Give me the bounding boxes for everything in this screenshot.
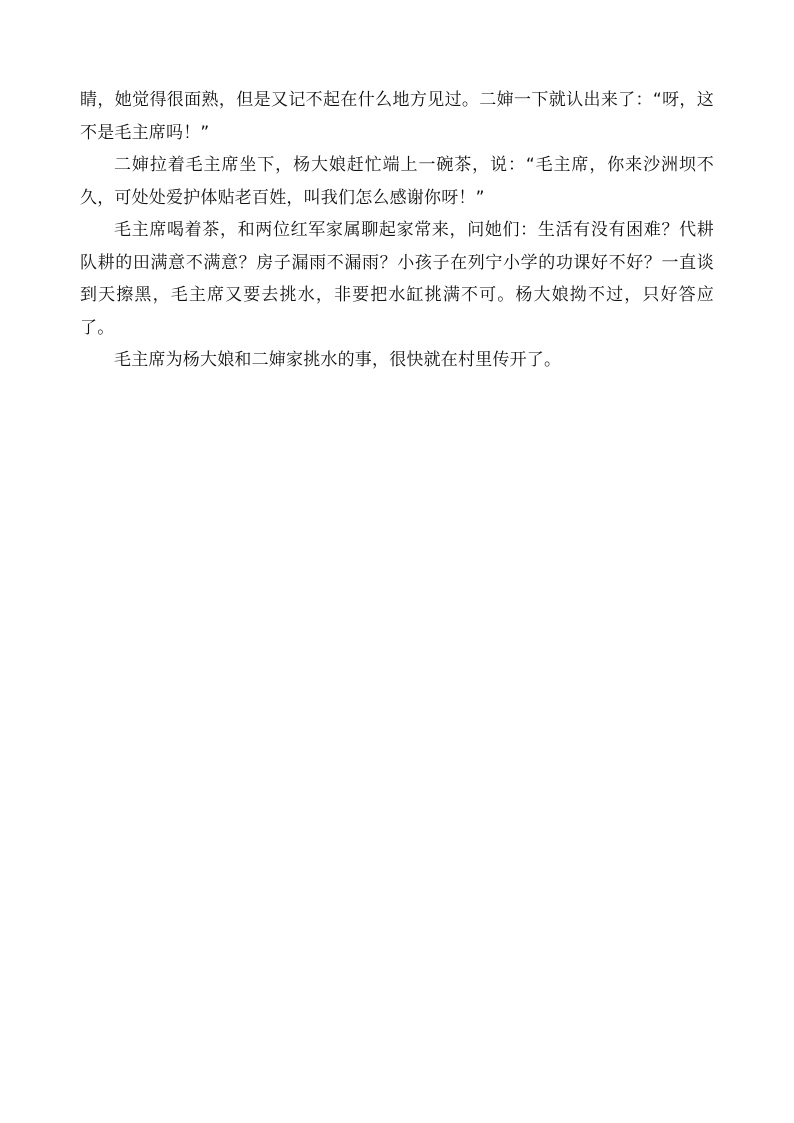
paragraph-4: 毛主席为杨大娘和二婶家挑水的事，很快就在村里传开了。 xyxy=(114,350,562,370)
paragraph-3: 毛主席喝着茶，和两位红军家属聊起家常来，问她们：生活有没有困难？代耕队耕的田满意不满意？房子漏雨不漏雨？小孩子在列宁小学的功课好不好？一直谈到天擦黑，毛主席又要去挑水，非要把水缸挑满不可。杨大娘拗不过，只好答应了。 xyxy=(80,220,714,338)
body-text xyxy=(80,84,714,377)
paragraph-2: 二婶拉着毛主席坐下，杨大娘赶忙端上一碗茶，说：“毛主席，你来沙洲坝不久，可处处爱护体贴老百姓，叫我们怎么感谢你呀！” xyxy=(80,155,714,208)
paragraph-1: 睛，她觉得很面熟，但是又记不起在什么地方见过。二婶一下就认出来了：“呀，这不是毛主席吗！” xyxy=(80,90,714,143)
